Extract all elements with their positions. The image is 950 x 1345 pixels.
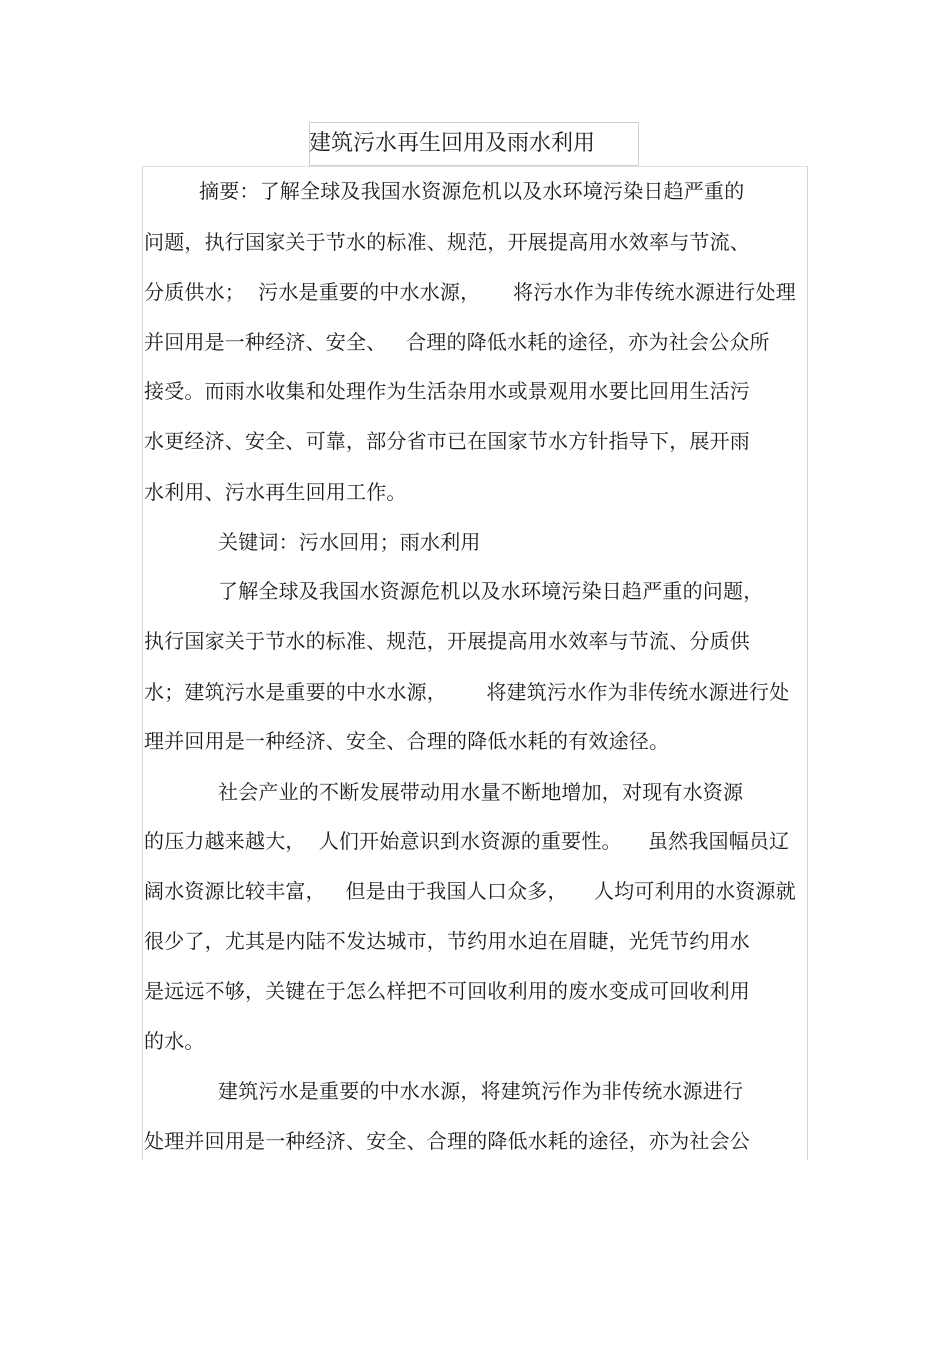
paragraph-line: 理并回用是一种经济、安全、合理的降低水耗的有效途径。: [144, 729, 670, 753]
paragraph-line: 是远远不够，关键在于怎么样把不可回收利用的废水变成可回收利用: [144, 979, 750, 1003]
document-title: 建筑污水再生回用及雨水利用: [309, 131, 596, 156]
abstract-line: 问题，执行国家关于节水的标准、规范，开展提高用水效率与节流、: [144, 230, 750, 254]
paragraph-line: 的压力越来越大， 人们开始意识到水资源的重要性。 虽然我国幅员辽: [144, 829, 790, 853]
paragraph-line: 阔水资源比较丰富， 但是由于我国人口众多， 人均可利用的水资源就: [144, 879, 796, 903]
paragraph-line: 社会产业的不断发展带动用水量不断地增加，对现有水资源: [218, 780, 744, 804]
abstract-line: 分质供水； 污水是重要的中水水源， 将污水作为非传统水源进行处理: [144, 280, 796, 304]
keywords-line: 关键词：污水回用；雨水利用: [218, 530, 481, 554]
abstract-line: 摘要：了解全球及我国水资源危机以及水环境污染日趋严重的: [199, 179, 745, 203]
paragraph-line: 建筑污水是重要的中水水源，将建筑污作为非传统水源进行: [218, 1079, 744, 1103]
paragraph-line: 水；建筑污水是重要的中水水源， 将建筑污水作为非传统水源进行处: [144, 680, 790, 704]
paragraph-line: 的水。: [144, 1029, 205, 1053]
paragraph-line: 很少了，尤其是内陆不发达城市，节约用水迫在眉睫，光凭节约用水: [144, 929, 750, 953]
abstract-line: 水更经济、安全、可靠，部分省市已在国家节水方针指导下，展开雨: [144, 429, 750, 453]
abstract-line: 接受。而雨水收集和处理作为生活杂用水或景观用水要比回用生活污: [144, 379, 750, 403]
abstract-line: 并回用是一种经济、安全、 合理的降低水耗的途径，亦为社会公众所: [144, 330, 770, 354]
paragraph-line: 执行国家关于节水的标准、规范，开展提高用水效率与节流、分质供: [144, 629, 750, 653]
abstract-line: 水利用、污水再生回用工作。: [144, 480, 407, 504]
text-frame-left: [142, 166, 143, 1160]
text-frame-top: [142, 166, 808, 167]
paragraph-line: 处理并回用是一种经济、安全、合理的降低水耗的途径，亦为社会公: [144, 1129, 750, 1153]
text-frame-right: [807, 166, 808, 1160]
paragraph-line: 了解全球及我国水资源危机以及水环境污染日趋严重的问题，: [218, 579, 764, 603]
